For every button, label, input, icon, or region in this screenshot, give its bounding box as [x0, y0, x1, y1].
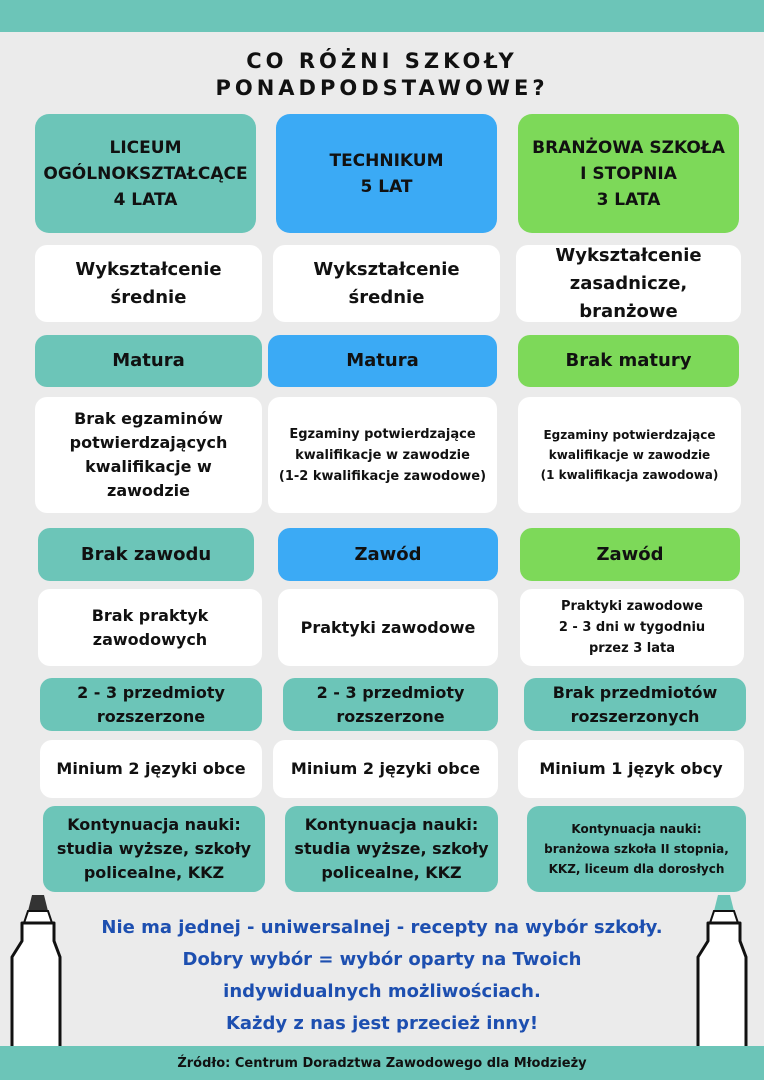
exam-branzowa: Brak matury: [518, 335, 739, 387]
education-liceum: Wykształcenie średnie: [35, 245, 262, 322]
header-technikum: TECHNIKUM 5 LAT: [276, 114, 497, 233]
subjects-liceum: 2 - 3 przedmioty rozszerzone: [40, 678, 262, 731]
languages-liceum: Minium 2 języki obce: [40, 740, 262, 798]
qualification-technikum: Egzaminy potwierdzające kwalifikacje w zawodzie (1-2 kwalifikacje zawodowe): [268, 397, 497, 513]
qualification-branzowa: Egzaminy potwierdzające kwalifikacje w zawodzie (1 kwalifikacja zawodowa): [518, 397, 741, 513]
profession-branzowa: Zawód: [520, 528, 740, 581]
page-title: CO RÓŻNI SZKOŁY PONADPODSTAWOWE?: [215, 49, 549, 100]
practice-technikum: Praktyki zawodowe: [278, 589, 498, 666]
education-technikum: Wykształcenie średnie: [273, 245, 500, 322]
languages-technikum: Minium 2 języki obce: [273, 740, 498, 798]
continuation-branzowa: Kontynuacja nauki: branżowa szkoła II stopnia, KKZ, liceum dla dorosłych: [527, 806, 746, 892]
languages-branzowa: Minium 1 język obcy: [518, 740, 744, 798]
exam-liceum: Matura: [35, 335, 262, 387]
education-branzowa: Wykształcenie zasadnicze, branżowe: [516, 245, 741, 322]
source-bar: [0, 1046, 764, 1080]
profession-technikum: Zawód: [278, 528, 498, 581]
summary-message: Nie ma jednej - uniwersalnej - recepty na wybór szkoły. Dobry wybór = wybór oparty na Twoich indywidualnych możliwościach. Każdy z nas jest przecież inny!: [101, 917, 663, 1034]
exam-technikum: Matura: [268, 335, 497, 387]
continuation-liceum: Kontynuacja nauki: studia wyższe, szkoły policealne, KKZ: [43, 806, 265, 892]
continuation-technikum: Kontynuacja nauki: studia wyższe, szkoły policealne, KKZ: [285, 806, 498, 892]
source-text: Źródło: Centrum Doradztwa Zawodowego dla Młodzieży: [177, 1055, 587, 1071]
header-branzowa: BRANŻOWA SZKOŁA I STOPNIA 3 LATA: [518, 114, 739, 233]
subjects-technikum: 2 - 3 przedmioty rozszerzone: [283, 678, 498, 731]
subjects-branzowa: Brak przedmiotów rozszerzonych: [524, 678, 746, 731]
profession-liceum: Brak zawodu: [38, 528, 254, 581]
qualification-liceum: Brak egzaminów potwierdzających kwalifikacje w zawodzie: [35, 397, 262, 513]
practice-liceum: Brak praktyk zawodowych: [38, 589, 262, 666]
top-bar: [0, 0, 764, 32]
practice-branzowa: Praktyki zawodowe 2 - 3 dni w tygodniu przez 3 lata: [520, 589, 744, 666]
header-liceum: LICEUM OGÓLNOKSZTAŁCĄCE 4 LATA: [35, 114, 256, 233]
